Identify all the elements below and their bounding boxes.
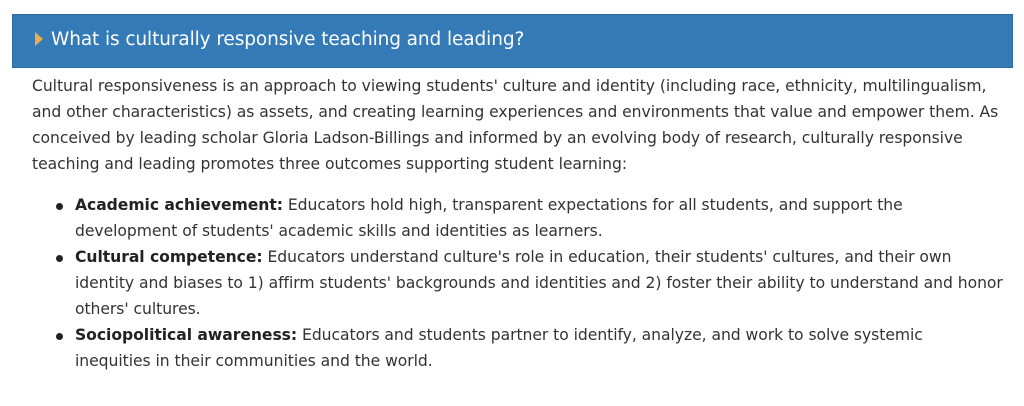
bullet-icon xyxy=(56,255,63,262)
accordion-header-toggle[interactable] xyxy=(12,14,1013,68)
list-item-cultural-competence xyxy=(75,244,1003,322)
list-item-academic-achievement xyxy=(75,192,1003,244)
outcome-description: Educators hold high, transparent expectations for all students, and support the development of students' academic skills and identities as learners. xyxy=(75,196,903,240)
caret-right-icon xyxy=(35,32,43,46)
outcome-term: Academic achievement: xyxy=(75,196,283,214)
accordion-panel xyxy=(12,14,1013,374)
intro-paragraph: Cultural responsiveness is an approach to viewing students' culture and identity (including race, ethnicity, multilingualism, and other characteristics) as assets, and creating learning experiences and environments that value and empower them. As conceived by leading scholar Gloria Ladson-Billings and informed by an evolving body of research, culturally responsive teaching and leading promotes three outcomes supporting student learning: xyxy=(32,77,999,173)
accordion-content xyxy=(12,68,1013,374)
outcome-term: Sociopolitical awareness: xyxy=(75,326,298,344)
outcomes-list xyxy=(32,192,1003,374)
outcome-description: Educators understand culture's role in education, their students' cultures, and their own identity and biases to 1) affirm students' backgrounds and identities and 2) foster their ability to understand and honor others' cultures. xyxy=(75,248,1003,318)
outcome-description: Educators and students partner to identify, analyze, and work to solve systemic inequities in their communities and the world. xyxy=(75,326,923,370)
bullet-icon xyxy=(56,333,63,340)
list-item-sociopolitical-awareness xyxy=(75,322,1003,374)
outcome-term: Cultural competence: xyxy=(75,248,263,266)
bullet-icon xyxy=(56,203,63,210)
accordion-title: What is culturally responsive teaching and leading? xyxy=(51,29,525,50)
